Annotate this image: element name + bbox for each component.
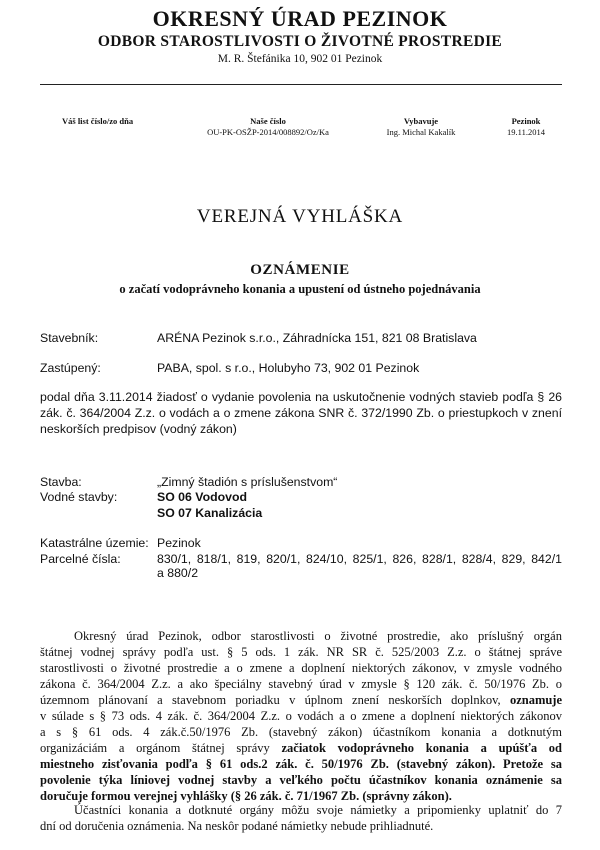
body-line: Okresný úrad Pezinok, odbor starostlivosti o životné prostredie, ako príslušný orgán xyxy=(74,629,562,643)
body-text: organizáciám a orgánom štátnej správy xyxy=(40,741,270,755)
body-line: starostlivosti o životné prostredie a o zmene a doplnení niektorých zákonov, v zmysle vodného xyxy=(40,661,562,675)
water-works-item: SO 07 Kanalizácia xyxy=(157,506,263,520)
ref-handled-by-value: Ing. Michal Kakalík xyxy=(386,127,456,137)
body-line: štátnej vodnej správy podľa ust. § 5 ods. 1 zák. NR SR č. 525/2003 Z.z. o štátnej správe xyxy=(40,645,562,659)
ref-our-number-value: OU-PK-OSŽP-2014/008892/Oz/Ka xyxy=(207,127,329,137)
builder-value: ARÉNA Pezinok s.r.o., Záhradnícka 151, 821 08 Bratislava xyxy=(157,331,477,345)
parcels-line: a 880/2 xyxy=(157,566,199,580)
body-line: miestneho zisťovania podľa § 61 ods.2 zák. č. 50/1976 Zb. (stavebný zákon). Pretože sa xyxy=(40,757,562,771)
body-line: povolenie týka líniovej vodnej stavby a veľkého počtu účastníkov konania oznámenie sa xyxy=(40,773,562,787)
office-name: OKRESNÝ ÚRAD PEZINOK xyxy=(152,6,448,31)
ref-handled-by xyxy=(375,116,467,138)
ref-handled-by-label: Vybavuje xyxy=(403,116,439,126)
body-line xyxy=(40,740,562,756)
ref-our-number-label: Naše číslo xyxy=(250,116,286,126)
ref-place-label: Pezinok xyxy=(511,116,541,126)
department-name: ODBOR STAROSTLIVOSTI O ŽIVOTNÉ PROSTREDIE xyxy=(97,33,503,50)
request-line: neskorších predpisov (vodný zákon) xyxy=(40,422,237,436)
body-bold: začiatok vodoprávneho konania a upúšťa od xyxy=(281,741,562,755)
objections-line: Účastníci konania a dotknuté orgány môžu svoje námietky a pripomienky uplatniť do 7 xyxy=(74,803,562,817)
represented-label: Zastúpený: xyxy=(40,361,101,375)
ref-your-letter xyxy=(62,116,133,127)
parcels-value xyxy=(157,552,562,580)
body-line: zákona č. 364/2004 Z.z. a ako špeciálny stavebný úrad v zmysle § 120 zák. č. 50/1976 Zb. o xyxy=(40,677,562,691)
request-paragraph xyxy=(40,389,562,437)
cadastre-label: Katastrálne územie: xyxy=(40,536,149,550)
header-divider xyxy=(40,84,562,85)
body-bold: oznamuje xyxy=(509,693,563,707)
parcels-label: Parcelné čísla: xyxy=(40,552,121,566)
objections-line: dní od doručenia oznámenia. Na neskôr podané námietky nebude prihliadnuté. xyxy=(40,819,434,833)
parcels-line: 830/1, 818/1, 819, 820/1, 824/10, 825/1, 826, 828/1, 828/4, 829, 842/1 xyxy=(157,552,562,566)
ref-our-number xyxy=(197,116,339,138)
document-title: VEREJNÁ VYHLÁŠKA xyxy=(196,206,404,227)
ref-date-value: 19.11.2014 xyxy=(507,127,545,137)
construction-value: „Zimný štadión s príslušenstvom“ xyxy=(157,475,338,489)
body-paragraph xyxy=(40,628,562,804)
body-text: územnom plánovaní a stavebnom poriadku v úplnom znení neskorších doplnkov, xyxy=(40,693,501,707)
body-line: doručuje formou verejnej vyhlášky (§ 26 zák. č. 71/1967 Zb. (správny zákon). xyxy=(40,789,452,803)
cadastre-value: Pezinok xyxy=(157,536,201,550)
body-line xyxy=(40,692,562,708)
body-line: a s § 61 ods. 4 zák.č.50/1976 Zb. (stavebný zákon) účastníkom konania a dotknutým xyxy=(40,725,562,739)
water-works-label: Vodné stavby: xyxy=(40,490,118,504)
notice-title: OZNÁMENIE xyxy=(250,262,350,278)
construction-label: Stavba: xyxy=(40,475,82,489)
request-line: podal dňa 3.11.2014 žiadosť o vydanie povolenia na uskutočnenie vodných stavieb podľa § 26 xyxy=(40,390,562,404)
body-line: v súlade s § 73 ods. 4 zák. č. 364/2004 Z.z. o vodách a o zmene a doplnení niektorých zákonov xyxy=(40,709,562,723)
water-works-item: SO 06 Vodovod xyxy=(157,490,247,504)
builder-label: Stavebník: xyxy=(40,331,99,345)
represented-value: PABA, spol. s r.o., Holubyho 73, 902 01 Pezinok xyxy=(157,361,420,375)
objections-paragraph xyxy=(40,802,562,834)
notice-subtitle: o začatí vodoprávneho konania a upustení od ústneho pojednávania xyxy=(119,282,481,296)
request-line: zák. č. 364/2004 Z.z. o vodách a o zmene zákona SNR č. 372/1990 Zb. o priestupkoch v znení xyxy=(40,406,562,420)
ref-your-letter-label: Váš list číslo/zo dňa xyxy=(62,116,134,126)
ref-date xyxy=(498,116,554,138)
office-address: M. R. Štefánika 10, 902 01 Pezinok xyxy=(217,53,383,65)
